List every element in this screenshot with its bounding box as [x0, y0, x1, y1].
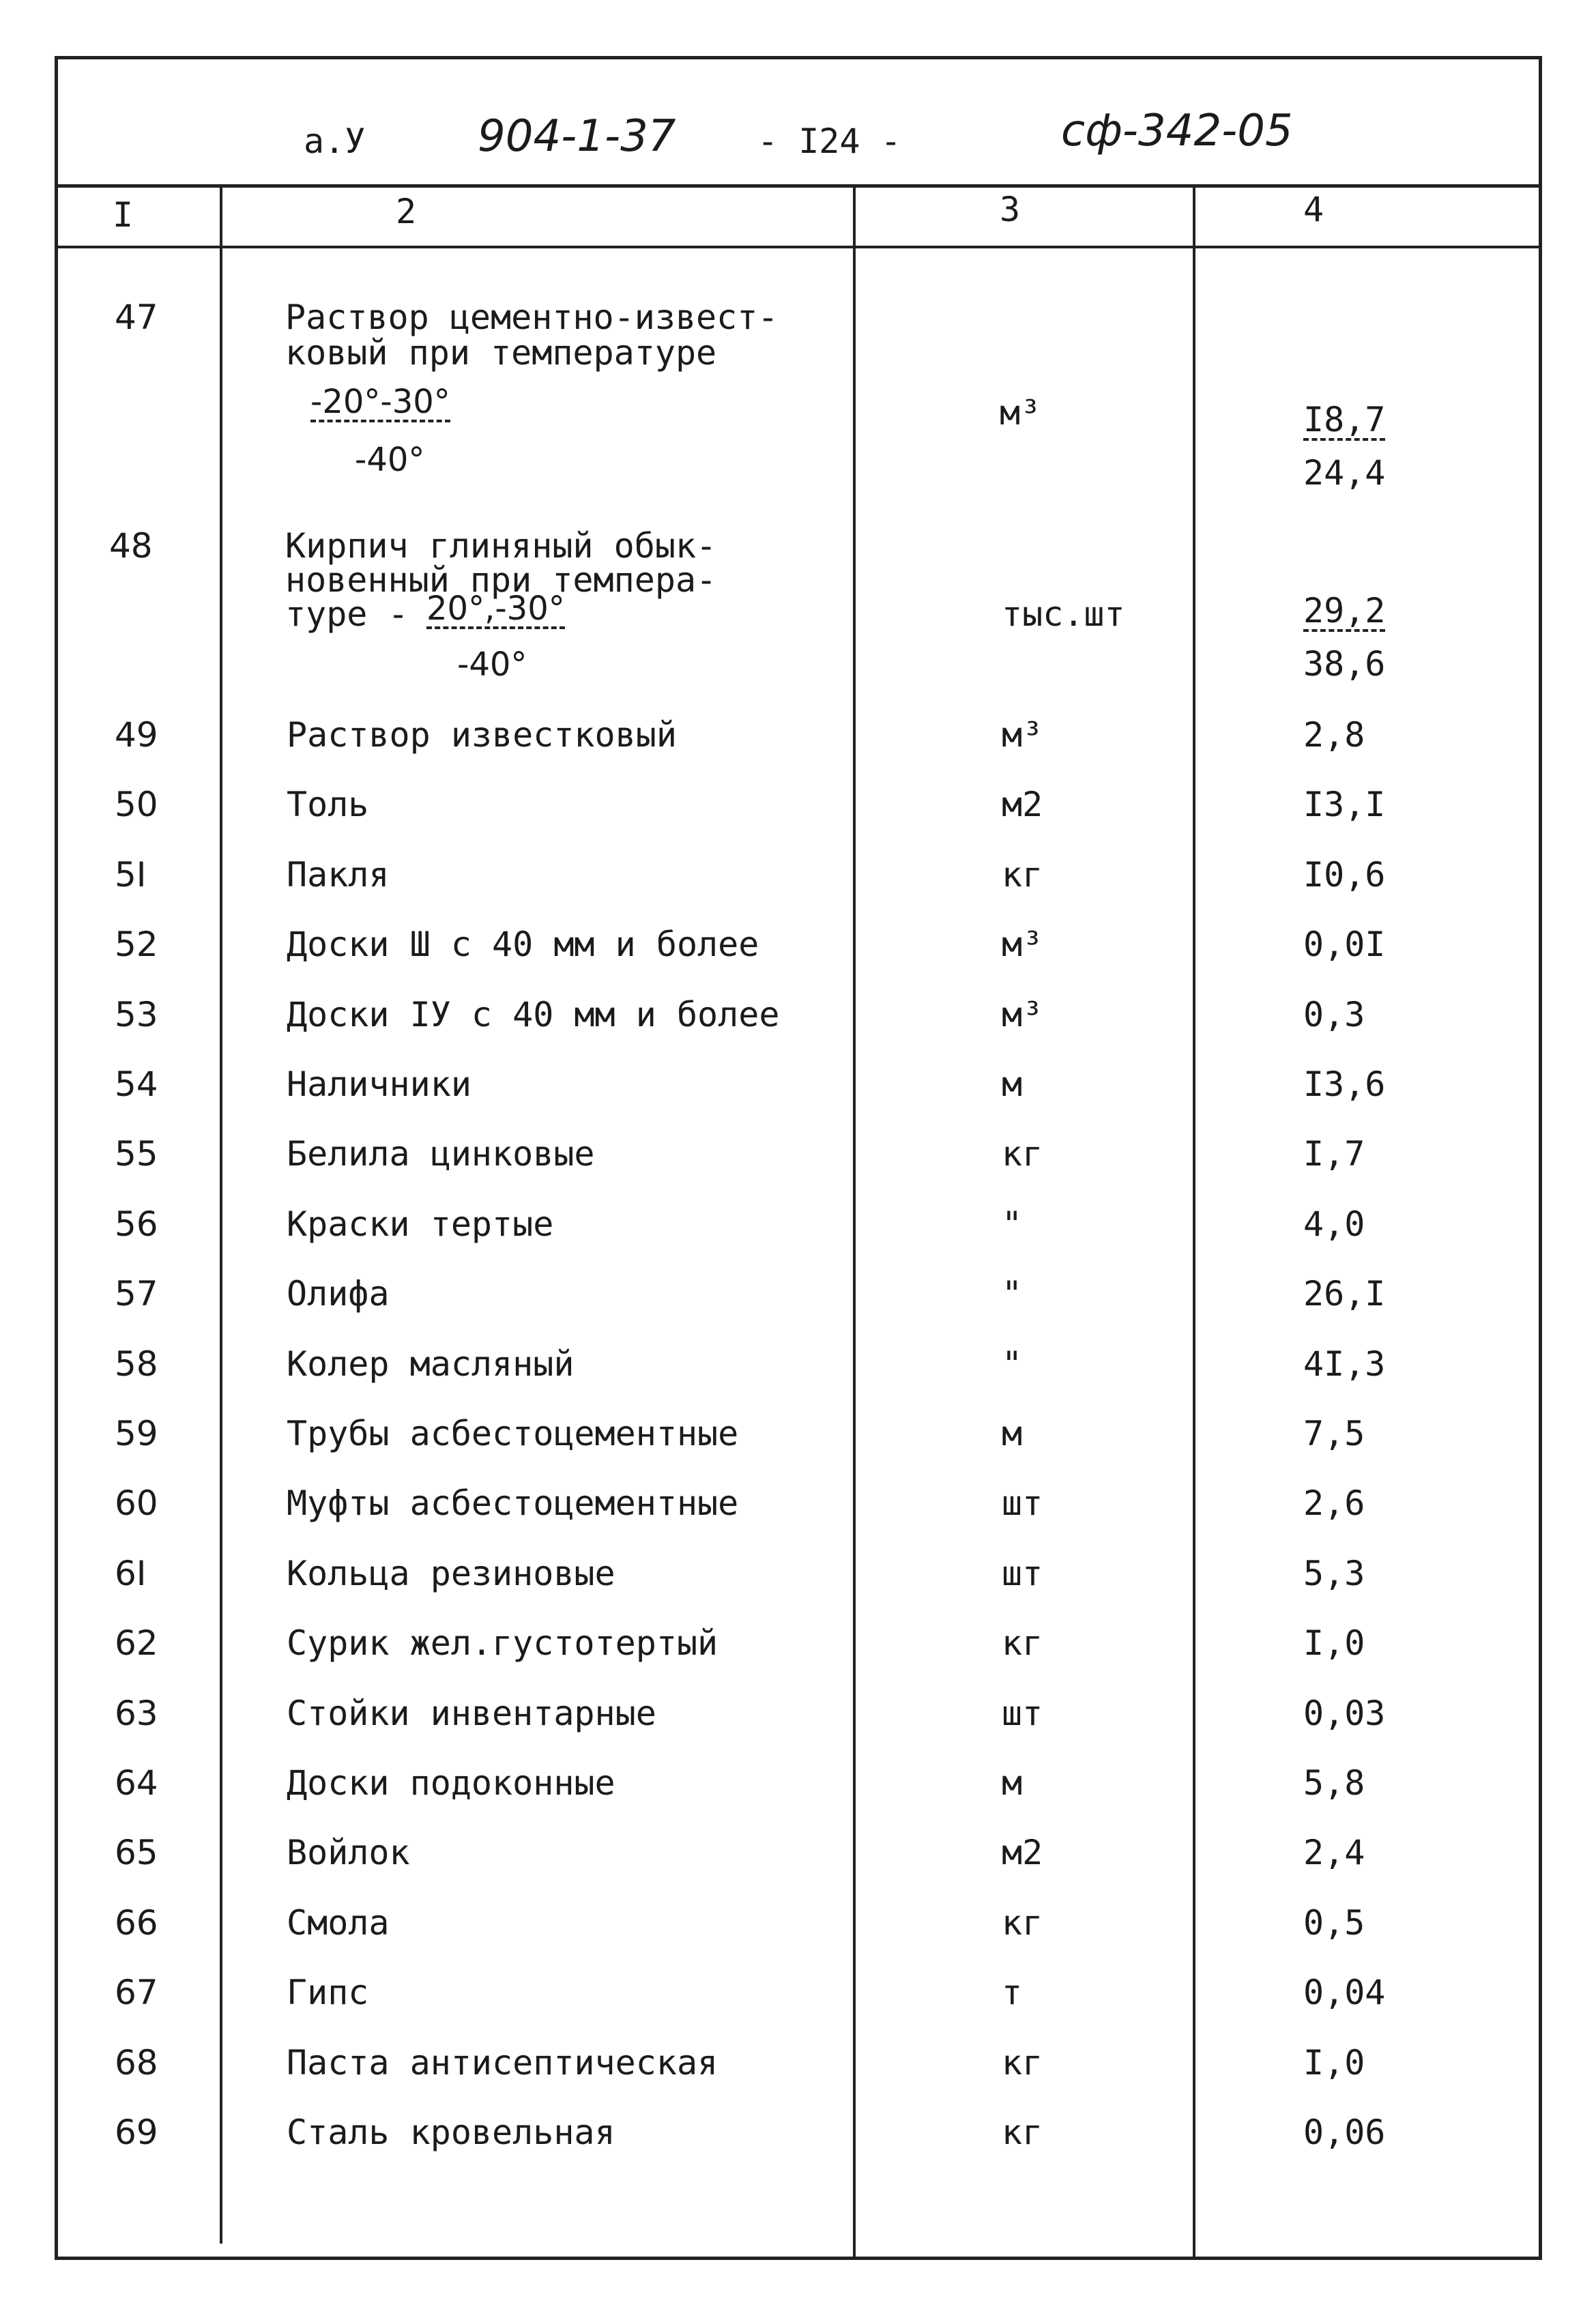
- row-number: 49: [115, 715, 158, 755]
- quantity-value: 0,03: [1303, 1694, 1386, 1733]
- row-number: 56: [115, 1204, 158, 1244]
- row-number: 66: [115, 1903, 158, 1943]
- material-name: Колер масляный: [287, 1344, 575, 1384]
- unit: м: [1002, 1414, 1023, 1453]
- row-number: 47: [115, 298, 158, 337]
- unit: кг: [1002, 2113, 1043, 2152]
- material-name: Стойки инвентарные: [287, 1694, 656, 1733]
- value-bottom: 38,6: [1303, 644, 1386, 684]
- unit: ": [1002, 1344, 1023, 1384]
- material-name: Пакля: [287, 855, 390, 895]
- material-name: Гипс: [287, 1973, 369, 2012]
- unit: м³: [1002, 715, 1043, 755]
- column-header-divider: [55, 246, 1542, 248]
- temperature-fraction-bottom: -40°: [355, 441, 425, 479]
- quantity-value: 4I,3: [1303, 1344, 1386, 1384]
- unit: кг: [1002, 1623, 1043, 1663]
- unit: м2: [1002, 785, 1043, 824]
- row-number: 53: [115, 995, 158, 1034]
- unit: м³: [1002, 925, 1043, 964]
- quantity-value: 0,5: [1303, 1903, 1365, 1943]
- material-name-line: Кирпич глиняный обык-: [285, 526, 717, 566]
- unit: кг: [1002, 855, 1043, 895]
- unit: кг: [1002, 1134, 1043, 1174]
- header-sheet-code: сф-342-05: [1061, 106, 1293, 156]
- material-name-line: Раствор цементно-извест-: [285, 298, 779, 337]
- material-name: Сурик жел.густотертый: [287, 1623, 719, 1663]
- quantity-value: I3,I: [1303, 785, 1386, 824]
- header-divider: [55, 184, 1542, 188]
- row-number: 67: [115, 1973, 158, 2012]
- material-name: Паста антисептическая: [287, 2043, 719, 2083]
- unit: ": [1002, 1204, 1023, 1244]
- row-number: 59: [115, 1414, 158, 1453]
- unit: ": [1002, 1274, 1023, 1314]
- material-name: Раствор известковый: [287, 715, 677, 755]
- unit: шт: [1002, 1554, 1043, 1593]
- material-name: Наличники: [287, 1064, 471, 1104]
- material-name: Доски Ш с 40 мм и более: [287, 925, 759, 964]
- row-number: 69: [115, 2113, 158, 2152]
- row-number: 63: [115, 1694, 158, 1733]
- row-number: 52: [115, 925, 158, 964]
- column-header-3: 3: [1000, 190, 1021, 229]
- quantity-value: 0,0I: [1303, 925, 1386, 964]
- quantity-value: I,0: [1303, 1623, 1365, 1663]
- quantity-value: 0,06: [1303, 2113, 1386, 2152]
- unit: тыс.шт: [1002, 594, 1125, 634]
- material-name: Краски тертые: [287, 1204, 554, 1244]
- quantity-value: 2,6: [1303, 1483, 1365, 1523]
- material-name: Белила цинковые: [287, 1134, 595, 1174]
- unit: шт: [1002, 1483, 1043, 1523]
- value-top: I8,7: [1303, 400, 1386, 439]
- col-divider-3: [1193, 184, 1195, 2259]
- temperature-fraction-bottom: -40°: [457, 646, 527, 684]
- value-top: 29,2: [1303, 591, 1386, 630]
- column-header-4: 4: [1303, 190, 1324, 229]
- quantity-value: I,7: [1303, 1134, 1365, 1174]
- row-number: 55: [115, 1134, 158, 1174]
- material-name: Доски подоконные: [287, 1763, 615, 1803]
- unit: м³: [1000, 393, 1041, 433]
- unit: шт: [1002, 1694, 1043, 1733]
- row-number: 60: [115, 1483, 158, 1523]
- material-name-line: ковый при температуре: [285, 333, 717, 373]
- col-divider-2: [853, 184, 856, 2259]
- row-number: 50: [115, 785, 158, 824]
- unit: м³: [1002, 995, 1043, 1034]
- unit: кг: [1002, 2043, 1043, 2083]
- unit: м: [1002, 1763, 1023, 1803]
- temperature-fraction-top: -20°-30°: [310, 383, 450, 421]
- value-bottom: 24,4: [1303, 453, 1386, 493]
- quantity-value: I3,6: [1303, 1064, 1386, 1104]
- row-number: 58: [115, 1344, 158, 1384]
- quantity-value: 26,I: [1303, 1274, 1386, 1314]
- quantity-value: 5,8: [1303, 1763, 1365, 1803]
- row-number: 64: [115, 1763, 158, 1803]
- quantity-value: 5,3: [1303, 1554, 1365, 1593]
- row-number: 5I: [115, 855, 147, 895]
- quantity-value: I,0: [1303, 2043, 1365, 2083]
- unit: кг: [1002, 1903, 1043, 1943]
- material-name: Трубы асбестоцементные: [287, 1414, 739, 1453]
- quantity-value: 7,5: [1303, 1414, 1365, 1453]
- row-number: 65: [115, 1833, 158, 1872]
- unit: м: [1002, 1064, 1023, 1104]
- material-name-line: туре -: [285, 594, 409, 634]
- material-name: Доски IУ с 40 мм и более: [287, 995, 780, 1034]
- quantity-value: 0,04: [1303, 1973, 1386, 2012]
- row-number: 57: [115, 1274, 158, 1314]
- material-name: Сталь кровельная: [287, 2113, 615, 2152]
- quantity-value: 4,0: [1303, 1204, 1365, 1244]
- quantity-value: 2,4: [1303, 1833, 1365, 1872]
- row-number: 62: [115, 1623, 158, 1663]
- material-name: Кольца резиновые: [287, 1554, 615, 1593]
- material-name: Войлок: [287, 1833, 410, 1872]
- material-name-line: новенный при темпера-: [285, 560, 717, 600]
- row-number: 68: [115, 2043, 158, 2083]
- row-number: 6I: [115, 1554, 147, 1593]
- quantity-value: 0,3: [1303, 995, 1365, 1034]
- material-name: Муфты асбестоцементные: [287, 1483, 739, 1523]
- header-page-number: - I24 -: [757, 121, 901, 161]
- temperature-fraction-top: 20°,-30°: [426, 590, 565, 628]
- quantity-value: I0,6: [1303, 855, 1386, 895]
- header-prefix: а.У: [304, 121, 366, 161]
- row-number: 54: [115, 1064, 158, 1104]
- header-project-number: 904-1-37: [478, 111, 676, 162]
- column-header-2: 2: [396, 192, 417, 231]
- unit: м2: [1002, 1833, 1043, 1872]
- column-header-1: I: [113, 195, 134, 235]
- quantity-value: 2,8: [1303, 715, 1365, 755]
- material-name: Смола: [287, 1903, 390, 1943]
- col-divider-1: [220, 184, 222, 2244]
- row-number: 48: [109, 526, 153, 566]
- unit: т: [1002, 1973, 1023, 2012]
- material-name: Олифа: [287, 1274, 390, 1314]
- material-name: Толь: [287, 785, 369, 824]
